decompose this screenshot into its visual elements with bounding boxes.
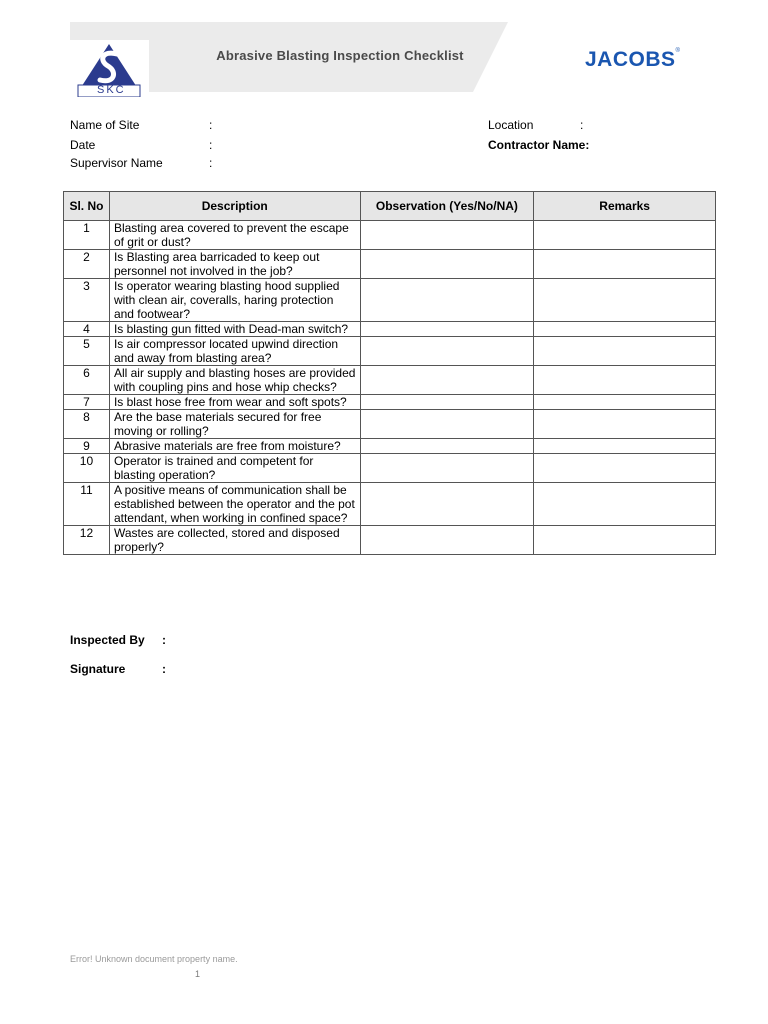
observation-cell[interactable]	[360, 250, 534, 279]
row-number: 3	[64, 279, 110, 322]
date-colon: :	[209, 138, 213, 152]
inspected-by-label: Inspected By	[70, 633, 145, 647]
header-observation: Observation (Yes/No/NA)	[360, 192, 534, 221]
header-sl-no: Sl. No	[64, 192, 110, 221]
header-description: Description	[109, 192, 360, 221]
header-remarks: Remarks	[534, 192, 716, 221]
signature-label: Signature	[70, 662, 126, 676]
row-number: 2	[64, 250, 110, 279]
row-number: 4	[64, 322, 110, 337]
row-number: 7	[64, 395, 110, 410]
row-number: 10	[64, 454, 110, 483]
row-description: All air supply and blasting hoses are provided with coupling pins and hose whip checks?	[109, 366, 360, 395]
site-label: Name of Site	[70, 118, 140, 132]
observation-cell[interactable]	[360, 526, 534, 555]
observation-cell[interactable]	[360, 439, 534, 454]
supervisor-label: Supervisor Name	[70, 156, 163, 170]
table-row	[64, 322, 716, 337]
remarks-cell[interactable]	[534, 250, 716, 279]
observation-cell[interactable]	[360, 366, 534, 395]
row-description: Are the base materials secured for free moving or rolling?	[109, 410, 360, 439]
row-number: 9	[64, 439, 110, 454]
table-row	[64, 250, 716, 279]
row-description: Is Blasting area barricaded to keep out personnel not involved in the job?	[109, 250, 360, 279]
row-description: Is blast hose free from wear and soft spots?	[109, 395, 360, 410]
signature-colon: :	[162, 662, 166, 676]
observation-cell[interactable]	[360, 410, 534, 439]
remarks-cell[interactable]	[534, 366, 716, 395]
row-description: Is operator wearing blasting hood supplied with clean air, coveralls, haring protection and footwear?	[109, 279, 360, 322]
observation-cell[interactable]	[360, 483, 534, 526]
footer-error-note: Error! Unknown document property name.	[70, 954, 238, 964]
observation-cell[interactable]	[360, 322, 534, 337]
row-description: Blasting area covered to prevent the escape of grit or dust?	[109, 221, 360, 250]
table-row	[64, 395, 716, 410]
row-description: Is air compressor located upwind direction and away from blasting area?	[109, 337, 360, 366]
remarks-cell[interactable]	[534, 279, 716, 322]
row-number: 5	[64, 337, 110, 366]
remarks-cell[interactable]	[534, 337, 716, 366]
supervisor-colon: :	[209, 156, 213, 170]
row-description: Abrasive materials are free from moisture?	[109, 439, 360, 454]
location-label: Location	[488, 118, 534, 132]
observation-cell[interactable]	[360, 395, 534, 410]
page-number: 1	[195, 969, 201, 979]
row-description: Wastes are collected, stored and disposed properly?	[109, 526, 360, 555]
jacobs-logo	[585, 48, 680, 72]
table-row	[64, 439, 716, 454]
table-row	[64, 221, 716, 250]
row-description: Is blasting gun fitted with Dead-man switch?	[109, 322, 360, 337]
table-row	[64, 366, 716, 395]
row-number: 8	[64, 410, 110, 439]
date-label: Date	[70, 138, 96, 152]
location-colon: :	[580, 118, 584, 132]
remarks-cell[interactable]	[534, 322, 716, 337]
table-row	[64, 526, 716, 555]
skc-logo-text: SKC	[97, 84, 126, 96]
table-row	[64, 454, 716, 483]
table-row	[64, 483, 716, 526]
remarks-cell[interactable]	[534, 526, 716, 555]
remarks-cell[interactable]	[534, 439, 716, 454]
remarks-cell[interactable]	[534, 454, 716, 483]
jacobs-logo-text: JACOBS	[585, 48, 676, 71]
row-number: 6	[64, 366, 110, 395]
inspected-by-colon: :	[162, 633, 166, 647]
row-number: 12	[64, 526, 110, 555]
observation-cell[interactable]	[360, 279, 534, 322]
skc-logo	[70, 40, 149, 97]
table-header-row	[64, 192, 716, 221]
remarks-cell[interactable]	[534, 410, 716, 439]
remarks-cell[interactable]	[534, 221, 716, 250]
row-description: A positive means of communication shall be established between the operator and the pot attendant, when working in confined space?	[109, 483, 360, 526]
row-description: Operator is trained and competent for blasting operation?	[109, 454, 360, 483]
table-row	[64, 279, 716, 322]
remarks-cell[interactable]	[534, 483, 716, 526]
remarks-cell[interactable]	[534, 395, 716, 410]
row-number: 11	[64, 483, 110, 526]
table-row	[64, 410, 716, 439]
row-number: 1	[64, 221, 110, 250]
document-title: Abrasive Blasting Inspection Checklist	[216, 48, 464, 63]
site-colon: :	[209, 118, 213, 132]
observation-cell[interactable]	[360, 221, 534, 250]
table-row	[64, 337, 716, 366]
registered-mark: ®	[675, 48, 681, 54]
observation-cell[interactable]	[360, 454, 534, 483]
contractor-label: Contractor Name:	[488, 138, 590, 152]
checklist-table	[63, 191, 716, 555]
observation-cell[interactable]	[360, 337, 534, 366]
